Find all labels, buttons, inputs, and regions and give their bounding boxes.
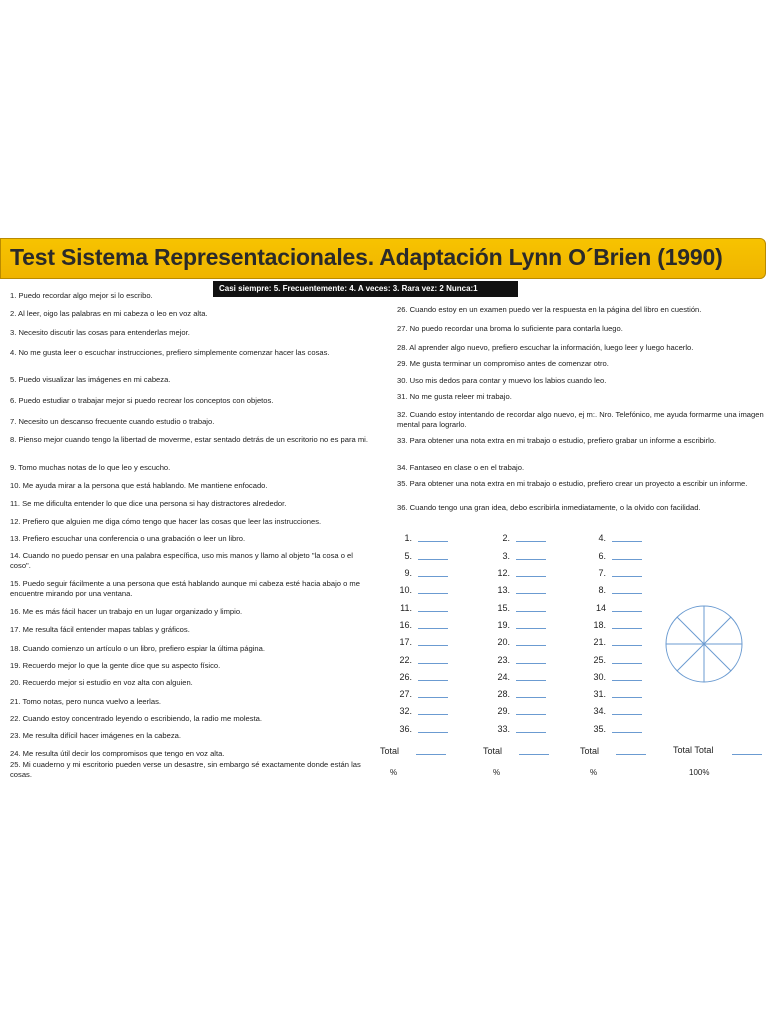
score-number: 14	[595, 603, 606, 613]
score-blank[interactable]	[418, 663, 448, 664]
question-item: 5. Puedo visualizar las imágenes en mi cabeza.	[10, 375, 171, 384]
score-blank[interactable]	[612, 559, 642, 560]
question-item: 17. Me resulta fácil entender mapas tablas y gráficos.	[10, 625, 190, 634]
score-blank[interactable]	[612, 576, 642, 577]
score-blank[interactable]	[612, 680, 642, 681]
question-item: 24. Me resulta útil decir los compromisos que tengo en voz alta.	[10, 749, 225, 758]
percent-label: %	[493, 768, 501, 777]
score-number: 26.	[399, 672, 412, 682]
question-item: 21. Tomo notas, pero nunca vuelvo a leerlas.	[10, 697, 161, 706]
score-number: 12.	[497, 568, 510, 578]
question-item: 1. Puedo recordar algo mejor si lo escribo.	[10, 291, 153, 300]
score-number: 11.	[400, 603, 412, 613]
score-blank[interactable]	[516, 645, 546, 646]
question-item: 6. Puedo estudiar o trabajar mejor si puedo recrear los conceptos con objetos.	[10, 396, 274, 405]
percent-label: %	[390, 768, 398, 777]
pie-diagram	[664, 604, 744, 684]
total-label: Total	[380, 746, 400, 756]
question-item: 27. No puedo recordar una broma lo suficiente para contarla luego.	[397, 324, 623, 333]
question-item: 2. Al leer, oigo las palabras en mi cabeza o leo en voz alta.	[10, 309, 208, 318]
score-number: 35.	[593, 724, 606, 734]
score-blank[interactable]	[612, 697, 642, 698]
score-blank[interactable]	[418, 628, 448, 629]
question-item: 32. Cuando estoy intentando de recordar algo nuevo, ej m:. Nro. Telefónico, me ayuda formarme una imagen mental para lograrlo.	[397, 410, 764, 429]
score-blank[interactable]	[612, 714, 642, 715]
score-number: 28.	[497, 689, 510, 699]
score-number: 18.	[593, 620, 606, 630]
total-total-label: Total Total	[673, 745, 714, 755]
question-item: 30. Uso mis dedos para contar y muevo los labios cuando leo.	[397, 376, 607, 385]
question-item: 11. Se me dificulta entender lo que dice una persona si hay distractores alrededor.	[10, 499, 287, 508]
score-number: 29.	[497, 706, 510, 716]
question-item: 3. Necesito discutir las cosas para entenderlas mejor.	[10, 328, 190, 337]
total-blank[interactable]	[616, 754, 646, 755]
score-blank[interactable]	[612, 611, 642, 612]
question-item: 23. Me resulta difícil hacer imágenes en la cabeza.	[10, 731, 181, 740]
score-blank[interactable]	[418, 541, 448, 542]
score-number: 1.	[404, 533, 412, 543]
score-number: 34.	[593, 706, 606, 716]
score-number: 23.	[497, 655, 510, 665]
question-item: 15. Puedo seguir fácilmente a una persona que está hablando aunque mi cabeza esté hacia abajo o me encuentre mirando por una ventana.	[10, 579, 360, 598]
score-blank[interactable]	[418, 697, 448, 698]
score-number: 7.	[598, 568, 606, 578]
question-item: 35. Para obtener una nota extra en mi trabajo o estudio, prefiero crear un proyecto a escribir un informe.	[397, 479, 748, 488]
score-number: 6.	[598, 551, 606, 561]
score-number: 30.	[593, 672, 606, 682]
score-number: 17.	[399, 637, 412, 647]
score-number: 10.	[399, 585, 412, 595]
question-item: 18. Cuando comienzo un artículo o un libro, prefiero espiar la última página.	[10, 644, 265, 653]
question-item: 7. Necesito un descanso frecuente cuando estudio o trabajo.	[10, 417, 215, 426]
score-number: 31.	[593, 689, 606, 699]
question-item: 34. Fantaseo en clase o en el trabajo.	[397, 463, 525, 472]
rating-scale: Casi siempre: 5. Frecuentemente: 4. A veces: 3. Rara vez: 2 Nunca:1	[213, 281, 518, 297]
question-item: 12. Prefiero que alguien me diga cómo tengo que hacer las cosas que leer las instrucciones.	[10, 517, 322, 526]
score-number: 19.	[497, 620, 510, 630]
question-item: 33. Para obtener una nota extra en mi trabajo o estudio, prefiero grabar un informe a escribirlo.	[397, 436, 717, 445]
title-banner	[0, 238, 766, 279]
score-blank[interactable]	[516, 541, 546, 542]
score-blank[interactable]	[612, 663, 642, 664]
question-item: 22. Cuando estoy concentrado leyendo o escribiendo, la radio me molesta.	[10, 714, 263, 723]
score-blank[interactable]	[612, 628, 642, 629]
score-blank[interactable]	[516, 680, 546, 681]
score-blank[interactable]	[516, 663, 546, 664]
score-blank[interactable]	[516, 714, 546, 715]
score-number: 36.	[399, 724, 412, 734]
total-blank[interactable]	[416, 754, 446, 755]
score-blank[interactable]	[516, 559, 546, 560]
score-number: 15.	[497, 603, 510, 613]
score-blank[interactable]	[418, 732, 448, 733]
score-number: 5.	[404, 551, 412, 561]
score-number: 13.	[497, 585, 510, 595]
question-item: 26. Cuando estoy en un examen puedo ver la respuesta en la página del libro en cuestión.	[397, 305, 702, 314]
total-total-blank[interactable]	[732, 754, 762, 755]
score-number: 22.	[399, 655, 412, 665]
score-blank[interactable]	[516, 576, 546, 577]
score-blank[interactable]	[516, 593, 546, 594]
question-item: 13. Prefiero escuchar una conferencia o una grabación o leer un libro.	[10, 534, 246, 543]
score-blank[interactable]	[612, 593, 642, 594]
score-number: 9.	[404, 568, 412, 578]
score-number: 4.	[598, 533, 606, 543]
question-item: 9. Tomo muchas notas de lo que leo y escucho.	[10, 463, 171, 472]
score-blank[interactable]	[418, 714, 448, 715]
score-number: 32.	[399, 706, 412, 716]
score-blank[interactable]	[516, 697, 546, 698]
total-label: Total	[580, 746, 600, 756]
score-number: 24.	[497, 672, 510, 682]
score-blank[interactable]	[418, 611, 448, 612]
score-blank[interactable]	[418, 680, 448, 681]
percent-full: 100%	[689, 768, 710, 777]
question-item: 25. Mi cuaderno y mi escritorio pueden verse un desastre, sin embargo sé exactamente donde están las cosas.	[10, 760, 361, 779]
question-item: 8. Pienso mejor cuando tengo la libertad de moverme, estar sentado detrás de un escritorio no es para mi.	[10, 435, 368, 444]
score-blank[interactable]	[612, 732, 642, 733]
score-blank[interactable]	[418, 559, 448, 560]
total-blank[interactable]	[519, 754, 549, 755]
score-number: 33.	[497, 724, 510, 734]
score-blank[interactable]	[418, 593, 448, 594]
score-blank[interactable]	[418, 645, 448, 646]
question-item: 4. No me gusta leer o escuchar instrucciones, prefiero simplemente comenzar hacer las cosas.	[10, 348, 330, 357]
question-item: 20. Recuerdo mejor si estudio en voz alta con alguien.	[10, 678, 193, 687]
page-title: Test Sistema Representacionales. Adaptación Lynn O´Brien (1990)	[10, 244, 723, 270]
score-blank[interactable]	[418, 576, 448, 577]
score-number: 16.	[399, 620, 412, 630]
score-number: 2.	[502, 533, 510, 543]
question-item: 16. Me es más fácil hacer un trabajo en un lugar organizado y limpio.	[10, 607, 243, 616]
question-item: 29. Me gusta terminar un compromiso antes de comenzar otro.	[397, 359, 609, 368]
score-blank[interactable]	[516, 611, 546, 612]
score-number: 3.	[502, 551, 510, 561]
question-item: 28. Al aprender algo nuevo, prefiero escuchar la información, luego leer y luego hacerlo.	[397, 343, 694, 352]
total-label: Total	[483, 746, 503, 756]
score-number: 27.	[399, 689, 412, 699]
question-item: 31. No me gusta releer mi trabajo.	[397, 392, 512, 401]
question-item: 14. Cuando no puedo pensar en una palabra específica, uso mis manos y llamo al objeto "la cosa o el coso".	[10, 551, 353, 570]
score-blank[interactable]	[612, 541, 642, 542]
score-number: 25.	[593, 655, 606, 665]
score-blank[interactable]	[612, 645, 642, 646]
score-blank[interactable]	[516, 732, 546, 733]
question-item: 36. Cuando tengo una gran idea, debo escribirla inmediatamente, o la olvido con facilidad.	[397, 503, 701, 512]
score-number: 8.	[598, 585, 606, 595]
question-item: 19. Recuerdo mejor lo que la gente dice que su aspecto físico.	[10, 661, 221, 670]
score-blank[interactable]	[516, 628, 546, 629]
score-number: 21.	[593, 637, 606, 647]
question-item: 10. Me ayuda mirar a la persona que está hablando. Me mantiene enfocado.	[10, 481, 268, 490]
score-number: 20.	[497, 637, 510, 647]
percent-label: %	[590, 768, 598, 777]
